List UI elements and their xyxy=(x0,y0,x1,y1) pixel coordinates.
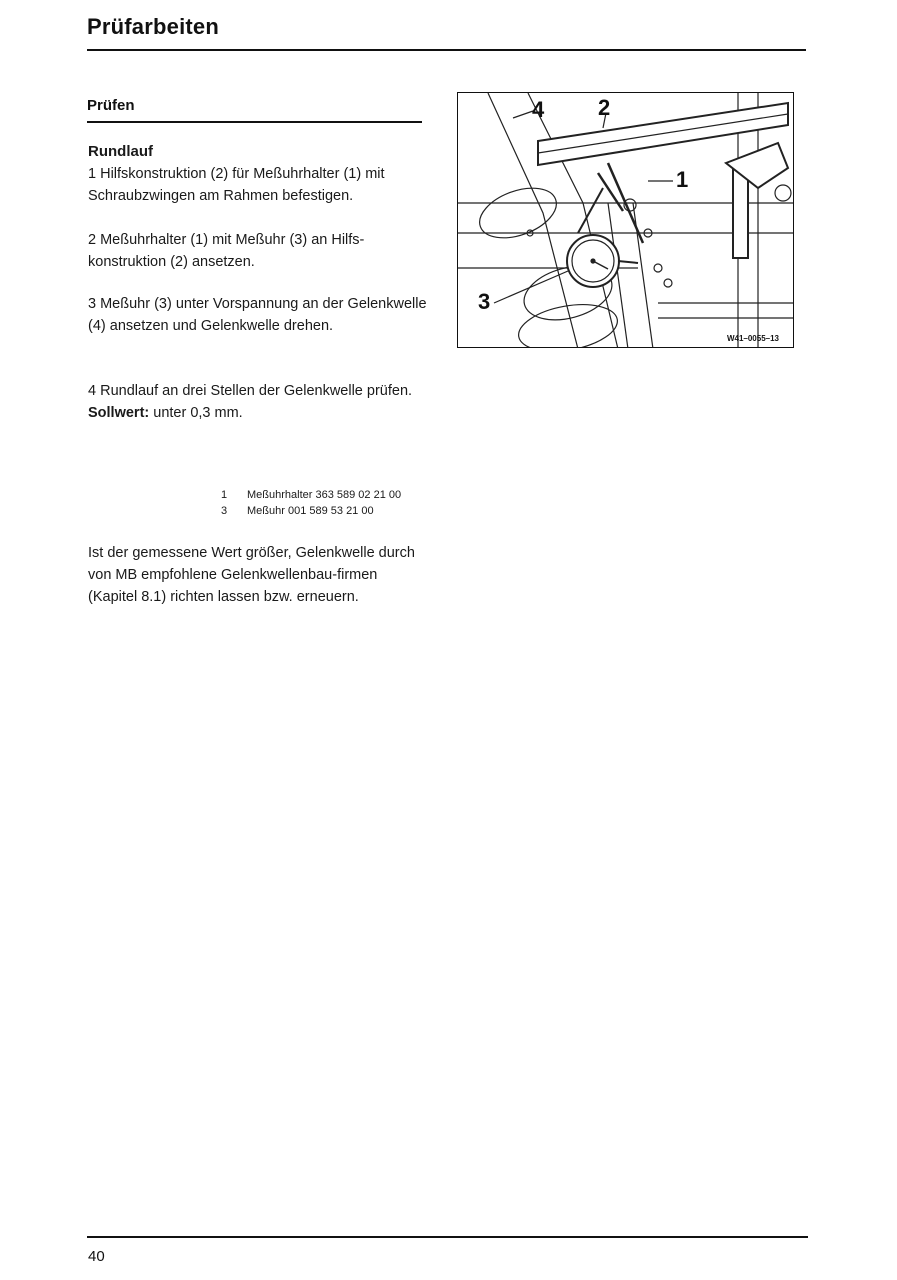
callout-1: 1 xyxy=(676,167,689,192)
step-4-block xyxy=(88,380,428,424)
step-1: 1 Hilfskonstruktion (2) für Meßuhrhalter (1) mit Schraubzwingen am Rahmen befestigen. xyxy=(88,166,385,204)
tool-reference-row xyxy=(221,487,401,503)
step-4: 4 Rundlauf an drei Stellen der Gelenkwelle prüfen. xyxy=(88,383,413,399)
figure-code: W41–0055–13 xyxy=(726,334,779,343)
rundlauf-heading: Rundlauf xyxy=(88,143,153,160)
page-title: Prüfarbeiten xyxy=(87,14,219,39)
tool-reference-list xyxy=(221,487,401,519)
dial-gauge-illustration xyxy=(458,93,794,348)
target-value-line xyxy=(88,402,428,424)
page-number: 40 xyxy=(88,1248,105,1265)
footer-divider xyxy=(87,1236,808,1238)
step-3: 3 Meßuhr (3) unter Vorspannung an der Gelenkwelle (4) ansetzen und Gelenkwelle drehen. xyxy=(88,296,427,334)
tool-number: 1 xyxy=(221,489,228,501)
note-paragraph: Ist der gemessene Wert größer, Gelenkwelle durch von MB empfohlene Gelenkwellenbau-firmen (Kapitel 8.1) richten lassen bzw. erneuern. xyxy=(88,545,415,605)
step-2: 2 Meßuhrhalter (1) mit Meßuhr (3) an Hilfs-konstruktion (2) ansetzen. xyxy=(88,232,365,270)
target-label: Sollwert: xyxy=(88,405,150,421)
tool-reference-row xyxy=(221,503,401,519)
tool-number: 3 xyxy=(221,505,228,517)
callout-2: 2 xyxy=(598,95,611,120)
technical-illustration xyxy=(457,92,794,348)
tool-description: Meßuhrhalter 363 589 02 21 00 xyxy=(247,489,402,501)
tool-description: Meßuhr 001 589 53 21 00 xyxy=(247,505,374,517)
rundlauf-heading-block xyxy=(88,141,428,207)
target-value: unter 0,3 mm. xyxy=(153,405,243,421)
section-heading: Prüfen xyxy=(87,97,135,114)
header-divider xyxy=(87,49,806,51)
callout-4: 4 xyxy=(532,97,545,122)
section-divider xyxy=(87,121,422,123)
callout-3: 3 xyxy=(478,289,491,314)
